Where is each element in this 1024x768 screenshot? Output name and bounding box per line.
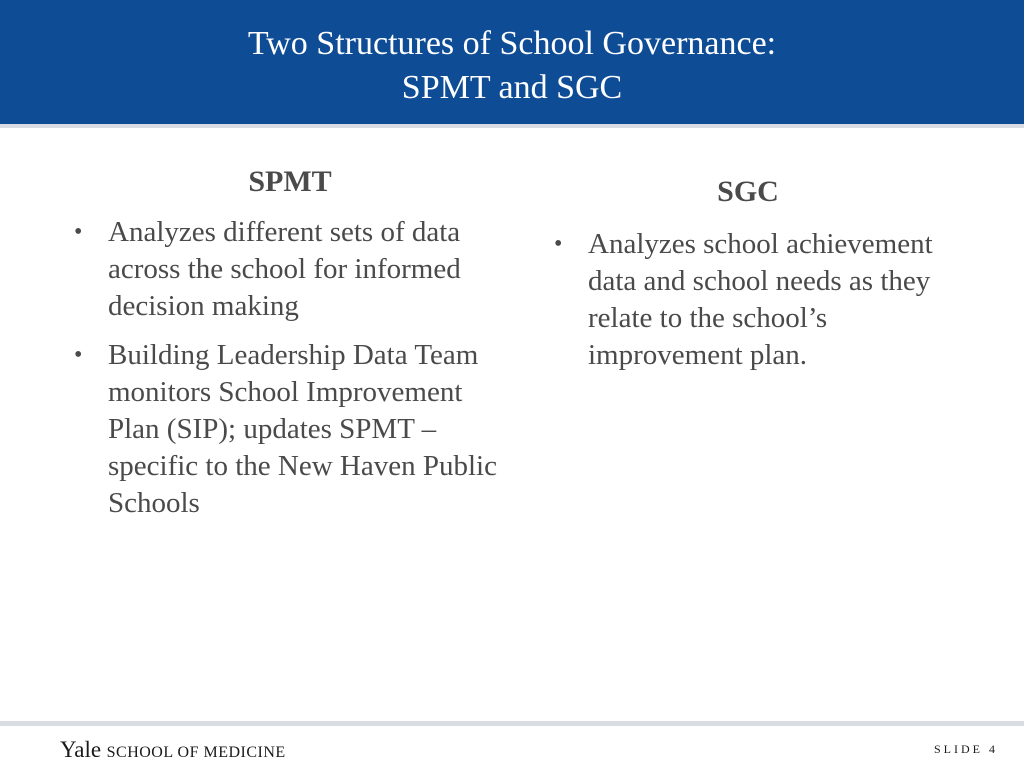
sgc-bullet-list <box>548 226 948 374</box>
spmt-column <box>68 162 518 534</box>
spmt-bullet-item <box>68 214 518 325</box>
logo-yale-wordmark: Yale <box>60 737 102 762</box>
sgc-heading: SGC <box>717 175 779 208</box>
slide-title-line-2: SPMT and SGC <box>401 69 623 106</box>
slide-number <box>934 742 998 757</box>
spmt-bullet-text: Building Leadership Data Team monitors School Improvement Plan (SIP); updates SPMT – specific to the New Haven Public Schools <box>108 339 497 519</box>
spmt-bullet-text: Analyzes different sets of data across the school for informed decision making <box>108 216 461 322</box>
slide-title <box>0 22 1024 110</box>
sgc-bullet-text: Analyzes school achievement data and school needs as they relate to the school’s improvement plan. <box>588 228 933 371</box>
bullet-dot-icon: • <box>74 219 83 245</box>
slide-title-line-1: Two Structures of School Governance: <box>247 25 777 62</box>
spmt-bullet-item <box>68 337 518 522</box>
footer-divider <box>0 721 1024 726</box>
spmt-bullet-list <box>68 214 518 522</box>
bullet-dot-icon: • <box>74 342 83 368</box>
sgc-bullet-item <box>548 226 948 374</box>
logo-school-name: SCHOOL OF MEDICINE <box>106 744 286 761</box>
slide-number-label: SLIDE <box>934 742 983 756</box>
sgc-column <box>548 172 948 386</box>
spmt-heading: SPMT <box>248 165 332 198</box>
yale-school-of-medicine-logo <box>60 736 286 767</box>
slide-header <box>0 0 1024 128</box>
slide-number-value: 4 <box>989 742 998 756</box>
bullet-dot-icon: • <box>554 231 563 257</box>
